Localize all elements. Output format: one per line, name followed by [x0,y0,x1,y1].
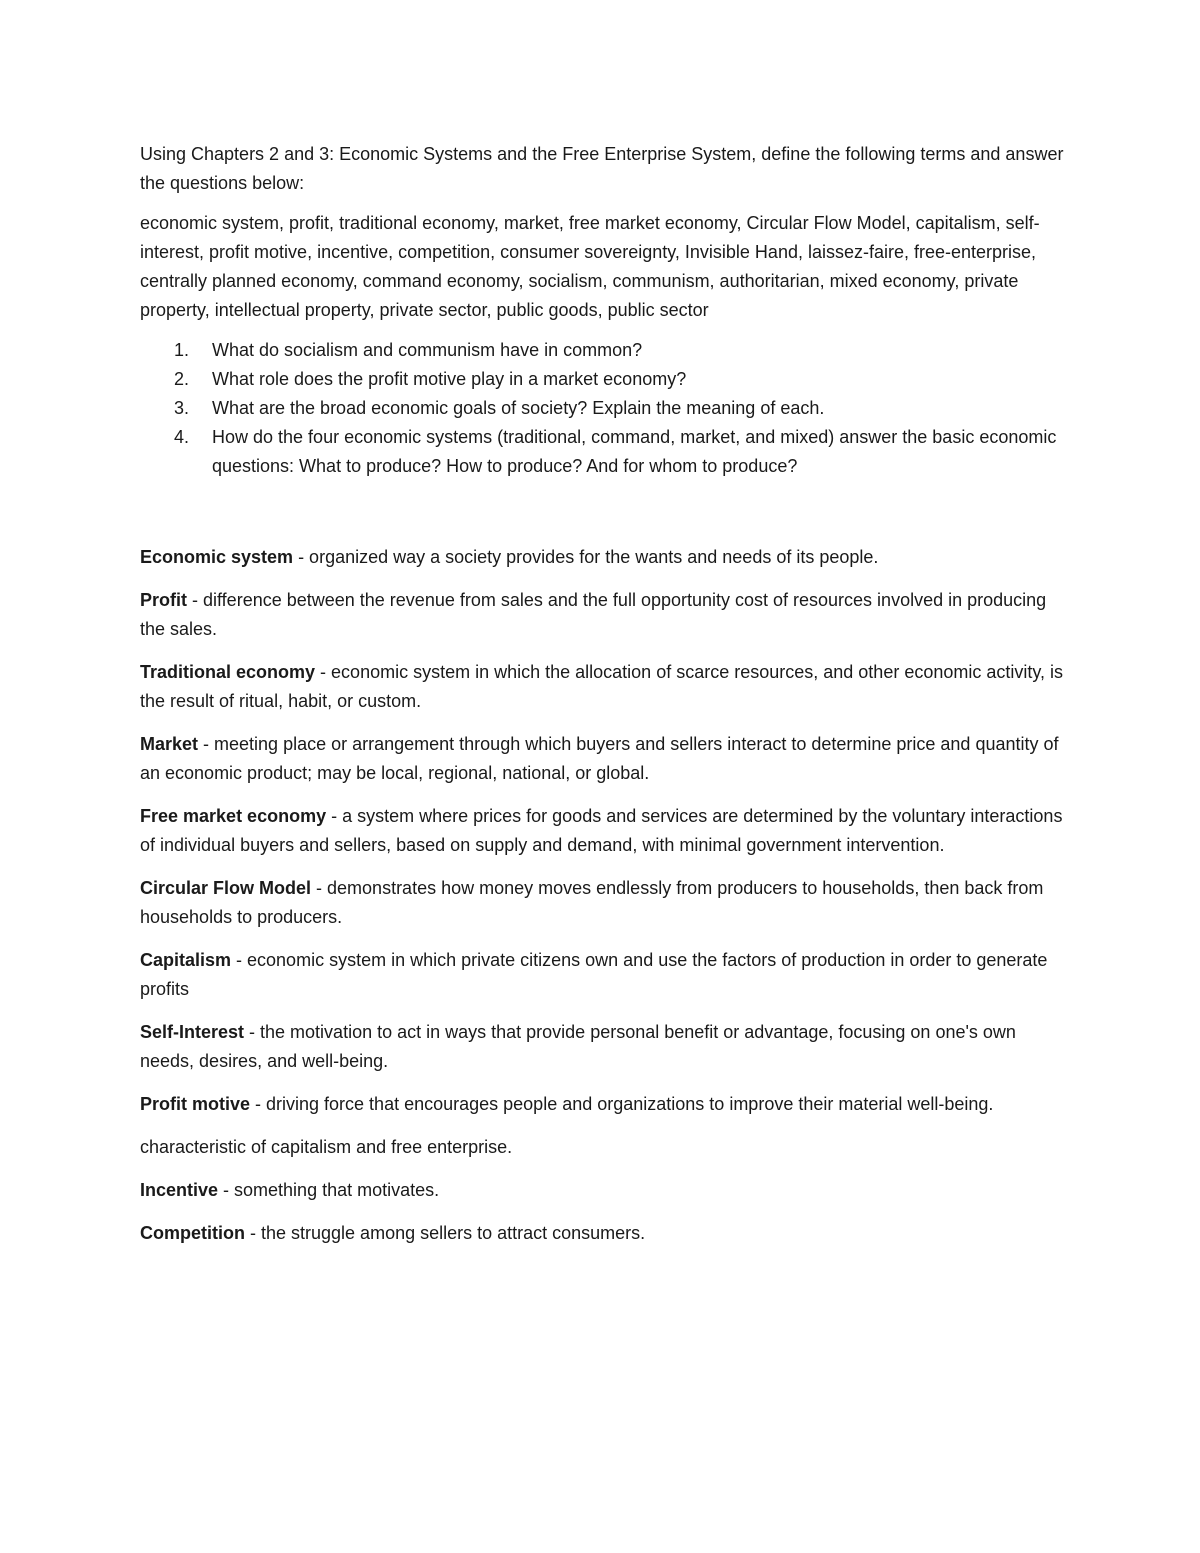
question-item: How do the four economic systems (traditional, command, market, and mixed) answer the basic economic questions: What to produce? How to produce? And for whom to produce? [212,427,1057,476]
document-page [140,140,1065,1262]
definition-traditional-economy [140,658,1065,716]
definition-note [140,1133,1065,1162]
definition-text: - something that motivates. [218,1180,440,1200]
definition-term: Incentive [140,1180,219,1200]
definition-term: Capitalism [140,950,232,970]
definition-term: Traditional economy [140,662,316,682]
definition-profit [140,586,1065,644]
definition-profit-motive [140,1090,1065,1119]
definition-text: - economic system in which the allocation of scarce resources, and other economic activity, is the result of ritual, habit, or custom. [140,662,1064,711]
definition-term: Profit [140,590,187,610]
definition-text: - driving force that encourages people and organizations to improve their material well-being. [250,1094,994,1114]
assignment-intro: Using Chapters 2 and 3: Economic Systems and the Free Enterprise System, define the following terms and answer the questions below: [140,144,1064,193]
question-item: What are the broad economic goals of society? Explain the meaning of each. [212,398,825,418]
definition-circular-flow-model [140,874,1065,932]
definitions-section [140,543,1065,1248]
definition-capitalism [140,946,1065,1004]
question-item: What role does the profit motive play in a market economy? [212,369,687,389]
definition-text: - organized way a society provides for the wants and needs of its people. [293,547,879,567]
definition-term: Market [140,734,199,754]
definition-incentive [140,1176,1065,1205]
definition-text: - the struggle among sellers to attract consumers. [245,1223,646,1243]
definition-market [140,730,1065,788]
term-list: economic system, profit, traditional economy, market, free market economy, Circular Flow Model, capitalism, self-interest, profit motive, incentive, competition, consumer sovereignty, Invisible Hand, laissez-faire, free-enterprise, centrally planned economy, command economy, socialism, communism, authoritarian, mixed economy, private property, intellectual property, private sector, public goods, public sector [140,213,1040,320]
definition-term: Profit motive [140,1094,251,1114]
definition-text: - economic system in which private citizens own and use the factors of production in order to generate profits [140,950,1048,999]
definition-competition [140,1219,1065,1248]
definition-term: Circular Flow Model [140,878,312,898]
definition-term: Free market economy [140,806,327,826]
definition-economic-system [140,543,1065,572]
definition-text: characteristic of capitalism and free enterprise. [140,1137,513,1157]
definition-free-market-economy [140,802,1065,860]
definition-text: - the motivation to act in ways that provide personal benefit or advantage, focusing on one's own needs, desires, and well-being. [140,1022,1016,1071]
question-list [140,336,1065,481]
definition-term: Competition [140,1223,245,1243]
definition-text: - a system where prices for goods and services are determined by the voluntary interactions of individual buyers and sellers, based on supply and demand, with minimal government intervention. [140,806,1063,855]
definition-term: Economic system [140,547,294,567]
definition-term: Self-Interest [140,1022,245,1042]
question-item: What do socialism and communism have in common? [212,340,643,360]
definition-text: - meeting place or arrangement through which buyers and sellers interact to determine price and quantity of an economic product; may be local, regional, national, or global. [140,734,1059,783]
definition-text: - demonstrates how money moves endlessly from producers to households, then back from households to producers. [140,878,1044,927]
definition-text: - difference between the revenue from sales and the full opportunity cost of resources involved in producing the sales. [140,590,1047,639]
definition-self-interest [140,1018,1065,1076]
